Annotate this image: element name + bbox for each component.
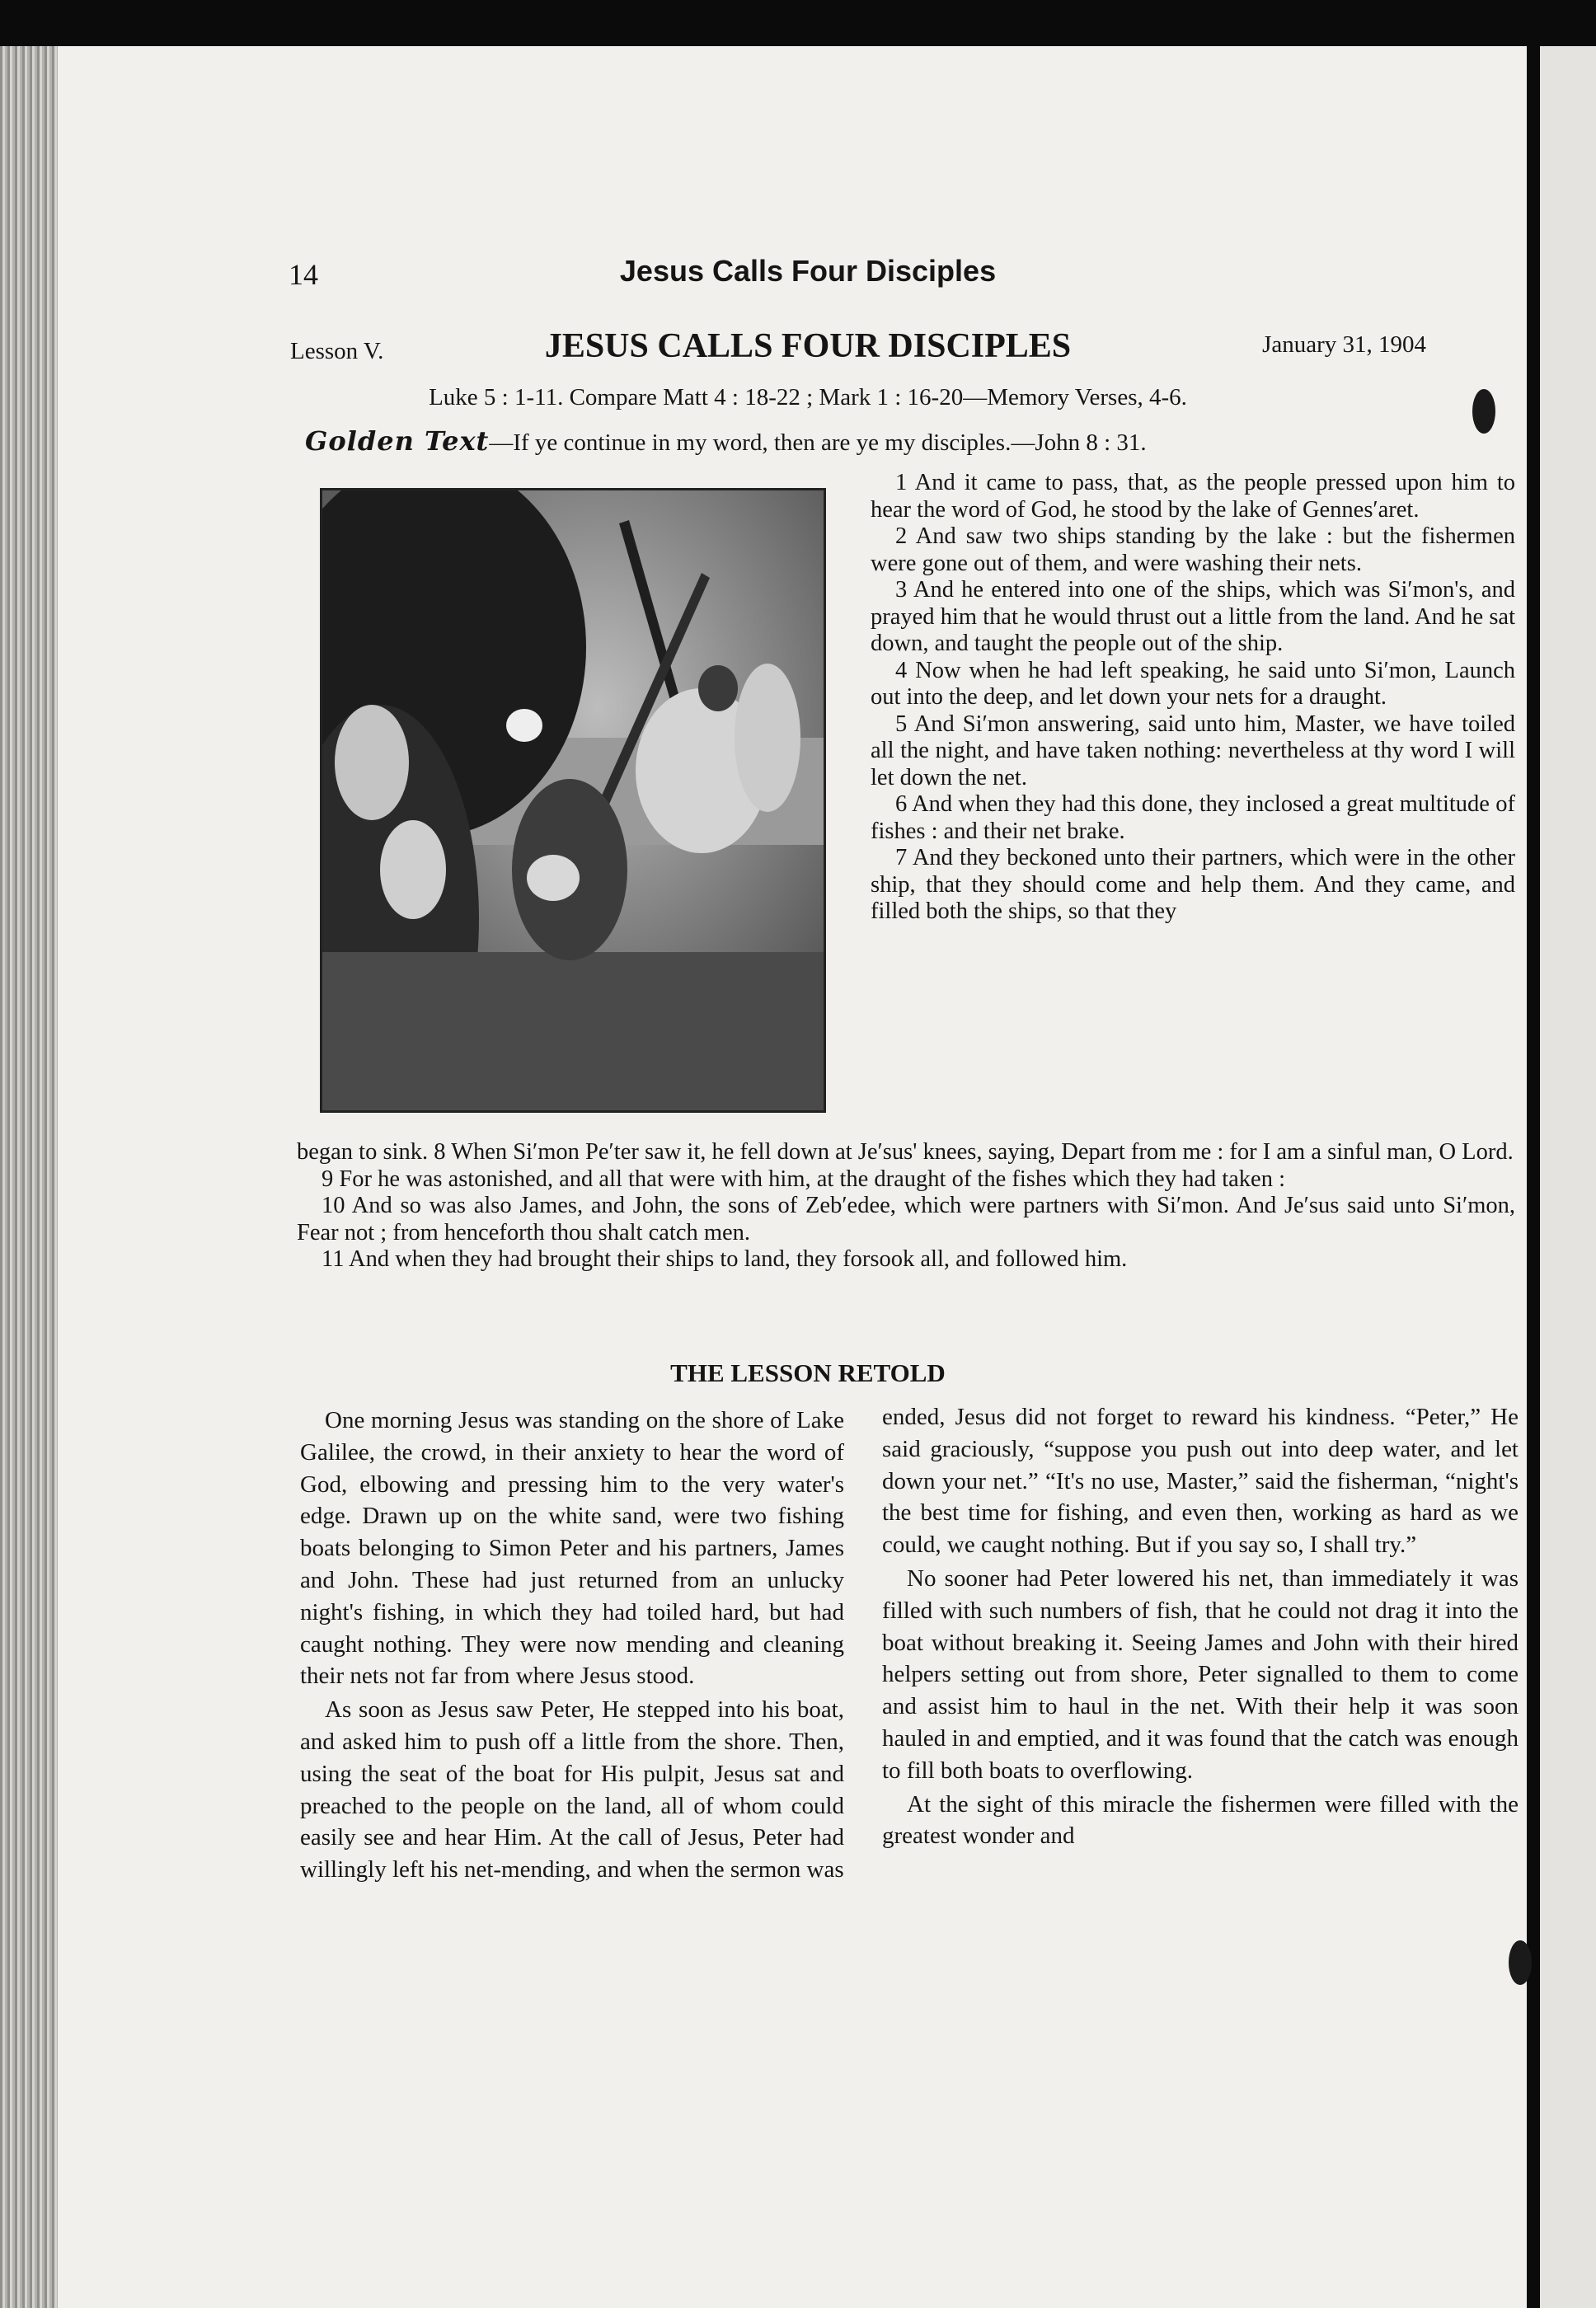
- paragraph: At the sight of this miracle the fishermen were filled with the greatest wonder and: [882, 1790, 1519, 1850]
- verse: 2 And saw two ships standing by the lake : but the fishermen were gone out of them, and were washing their nets.: [871, 523, 1515, 576]
- verse: 7 And they beckoned unto their partners, which were in the other ship, that they should come and help them. And they came, and filled both the ships, so that they: [871, 845, 1515, 924]
- verse: 3 And he entered into one of the ships, which was Si′mon's, and prayed him that he would thrust out a little from the land. And he sat down, and taught the people out of the ship.: [871, 577, 1515, 656]
- paragraph: As soon as Jesus saw Peter, He stepped into his boat, and asked him to push off a little from the shore. Then, using the seat of the boat for His pulpit, Jesus sat and preached to the people on the land, all of whom could easily see and hear Him. At the call of Jesus, Peter had willingly left his net-mending, and when the sermon was: [300, 1696, 844, 1883]
- paragraph: No sooner had Peter lowered his net, than immediately it was filled with such numbers of fish, that he could not drag it into the boat without breaking it. Seeing James and John with their hired helpers setting out from shore, Peter signalled to them to come and assist him to haul in the net. With their help it was soon hauled in and emptied, and it was found that the catch was enough to fill both boats to overflowing.: [882, 1564, 1519, 1784]
- lesson-label: Lesson V.: [290, 338, 384, 364]
- running-title: Jesus Calls Four Disciples: [619, 254, 997, 288]
- lesson-date: January 31, 1904: [1262, 331, 1426, 358]
- verse: 5 And Si′mon answering, said unto him, Master, we have toiled all the night, and have taken nothing: nevertheless at thy word I will let down the net.: [871, 711, 1515, 790]
- retold-right-column: [882, 1401, 1519, 1854]
- golden-text-body: —If ye continue in my word, then are ye my disciples.—John 8 : 31.: [489, 429, 1147, 456]
- scripture-reference: Luke 5 : 1-11. Compare Matt 4 : 18-22 ; Mark 1 : 16-20—Memory Verses, 4-6.: [429, 384, 1187, 410]
- page-number: 14: [289, 258, 318, 291]
- paragraph: One morning Jesus was standing on the shore of Lake Galilee, the crowd, in their anxiety to hear the word of God, elbowing and pressing him to the very water's edge. Drawn up on the white sand, were two fishing boats belonging to Simon Peter and his partners, James and John. These had just returned from an unlucky night's fishing, in which they had toiled hard, but had caught nothing. They were now mending and cleaning their nets not far from where Jesus stood.: [300, 1407, 844, 1690]
- verse: began to sink. 8 When Si′mon Pe′ter saw it, he fell down at Je′sus' knees, saying, Depart from me : for I am a sinful man, O Lord.: [297, 1139, 1514, 1165]
- verse: 4 Now when he had left speaking, he said unto Si′mon, Launch out into the deep, and let down your nets for a draught.: [871, 657, 1515, 710]
- verse: 11 And when they had brought their ships to land, they forsook all, and followed him.: [322, 1246, 1128, 1272]
- facing-page-edge: [1540, 46, 1596, 2308]
- verse: 1 And it came to pass, that, as the people pressed upon him to hear the word of God, he stood by the lake of Gennes′aret.: [871, 470, 1515, 523]
- scripture-text-full-width: [297, 1139, 1515, 1274]
- paragraph: ended, Jesus did not forget to reward his kindness. “Peter,” He said graciously, “suppose you push out into deep water, and let down your net.” “It's no use, Master,” said the fisherman, “night's the best time for fishing, and even then, working as hard as we could, we caught nothing. But if you say so, I shall try.”: [882, 1404, 1519, 1559]
- golden-text-label: Golden Text: [305, 425, 490, 457]
- verse: 6 And when they had this done, they inclosed a great multitude of fishes : and their net brake.: [871, 791, 1515, 844]
- verse: 10 And so was also James, and John, the sons of Zeb′edee, which were partners with Si′mon. And Je′sus said unto Si′mon, Fear not ; from henceforth thou shalt catch men.: [297, 1193, 1515, 1245]
- page-content: [91, 0, 1525, 2308]
- retold-left-column: [300, 1405, 844, 1888]
- page-stack-edge: [0, 46, 58, 2308]
- lesson-illustration: [320, 488, 826, 1113]
- section-heading: THE LESSON RETOLD: [670, 1358, 946, 1387]
- verse: 9 For he was astonished, and all that were with him, at the draught of the fishes which they had taken :: [322, 1166, 1286, 1192]
- scripture-text-beside-picture: [871, 470, 1515, 926]
- lesson-title: JESUS CALLS FOUR DISCIPLES: [544, 327, 1072, 365]
- golden-text: [305, 425, 1147, 457]
